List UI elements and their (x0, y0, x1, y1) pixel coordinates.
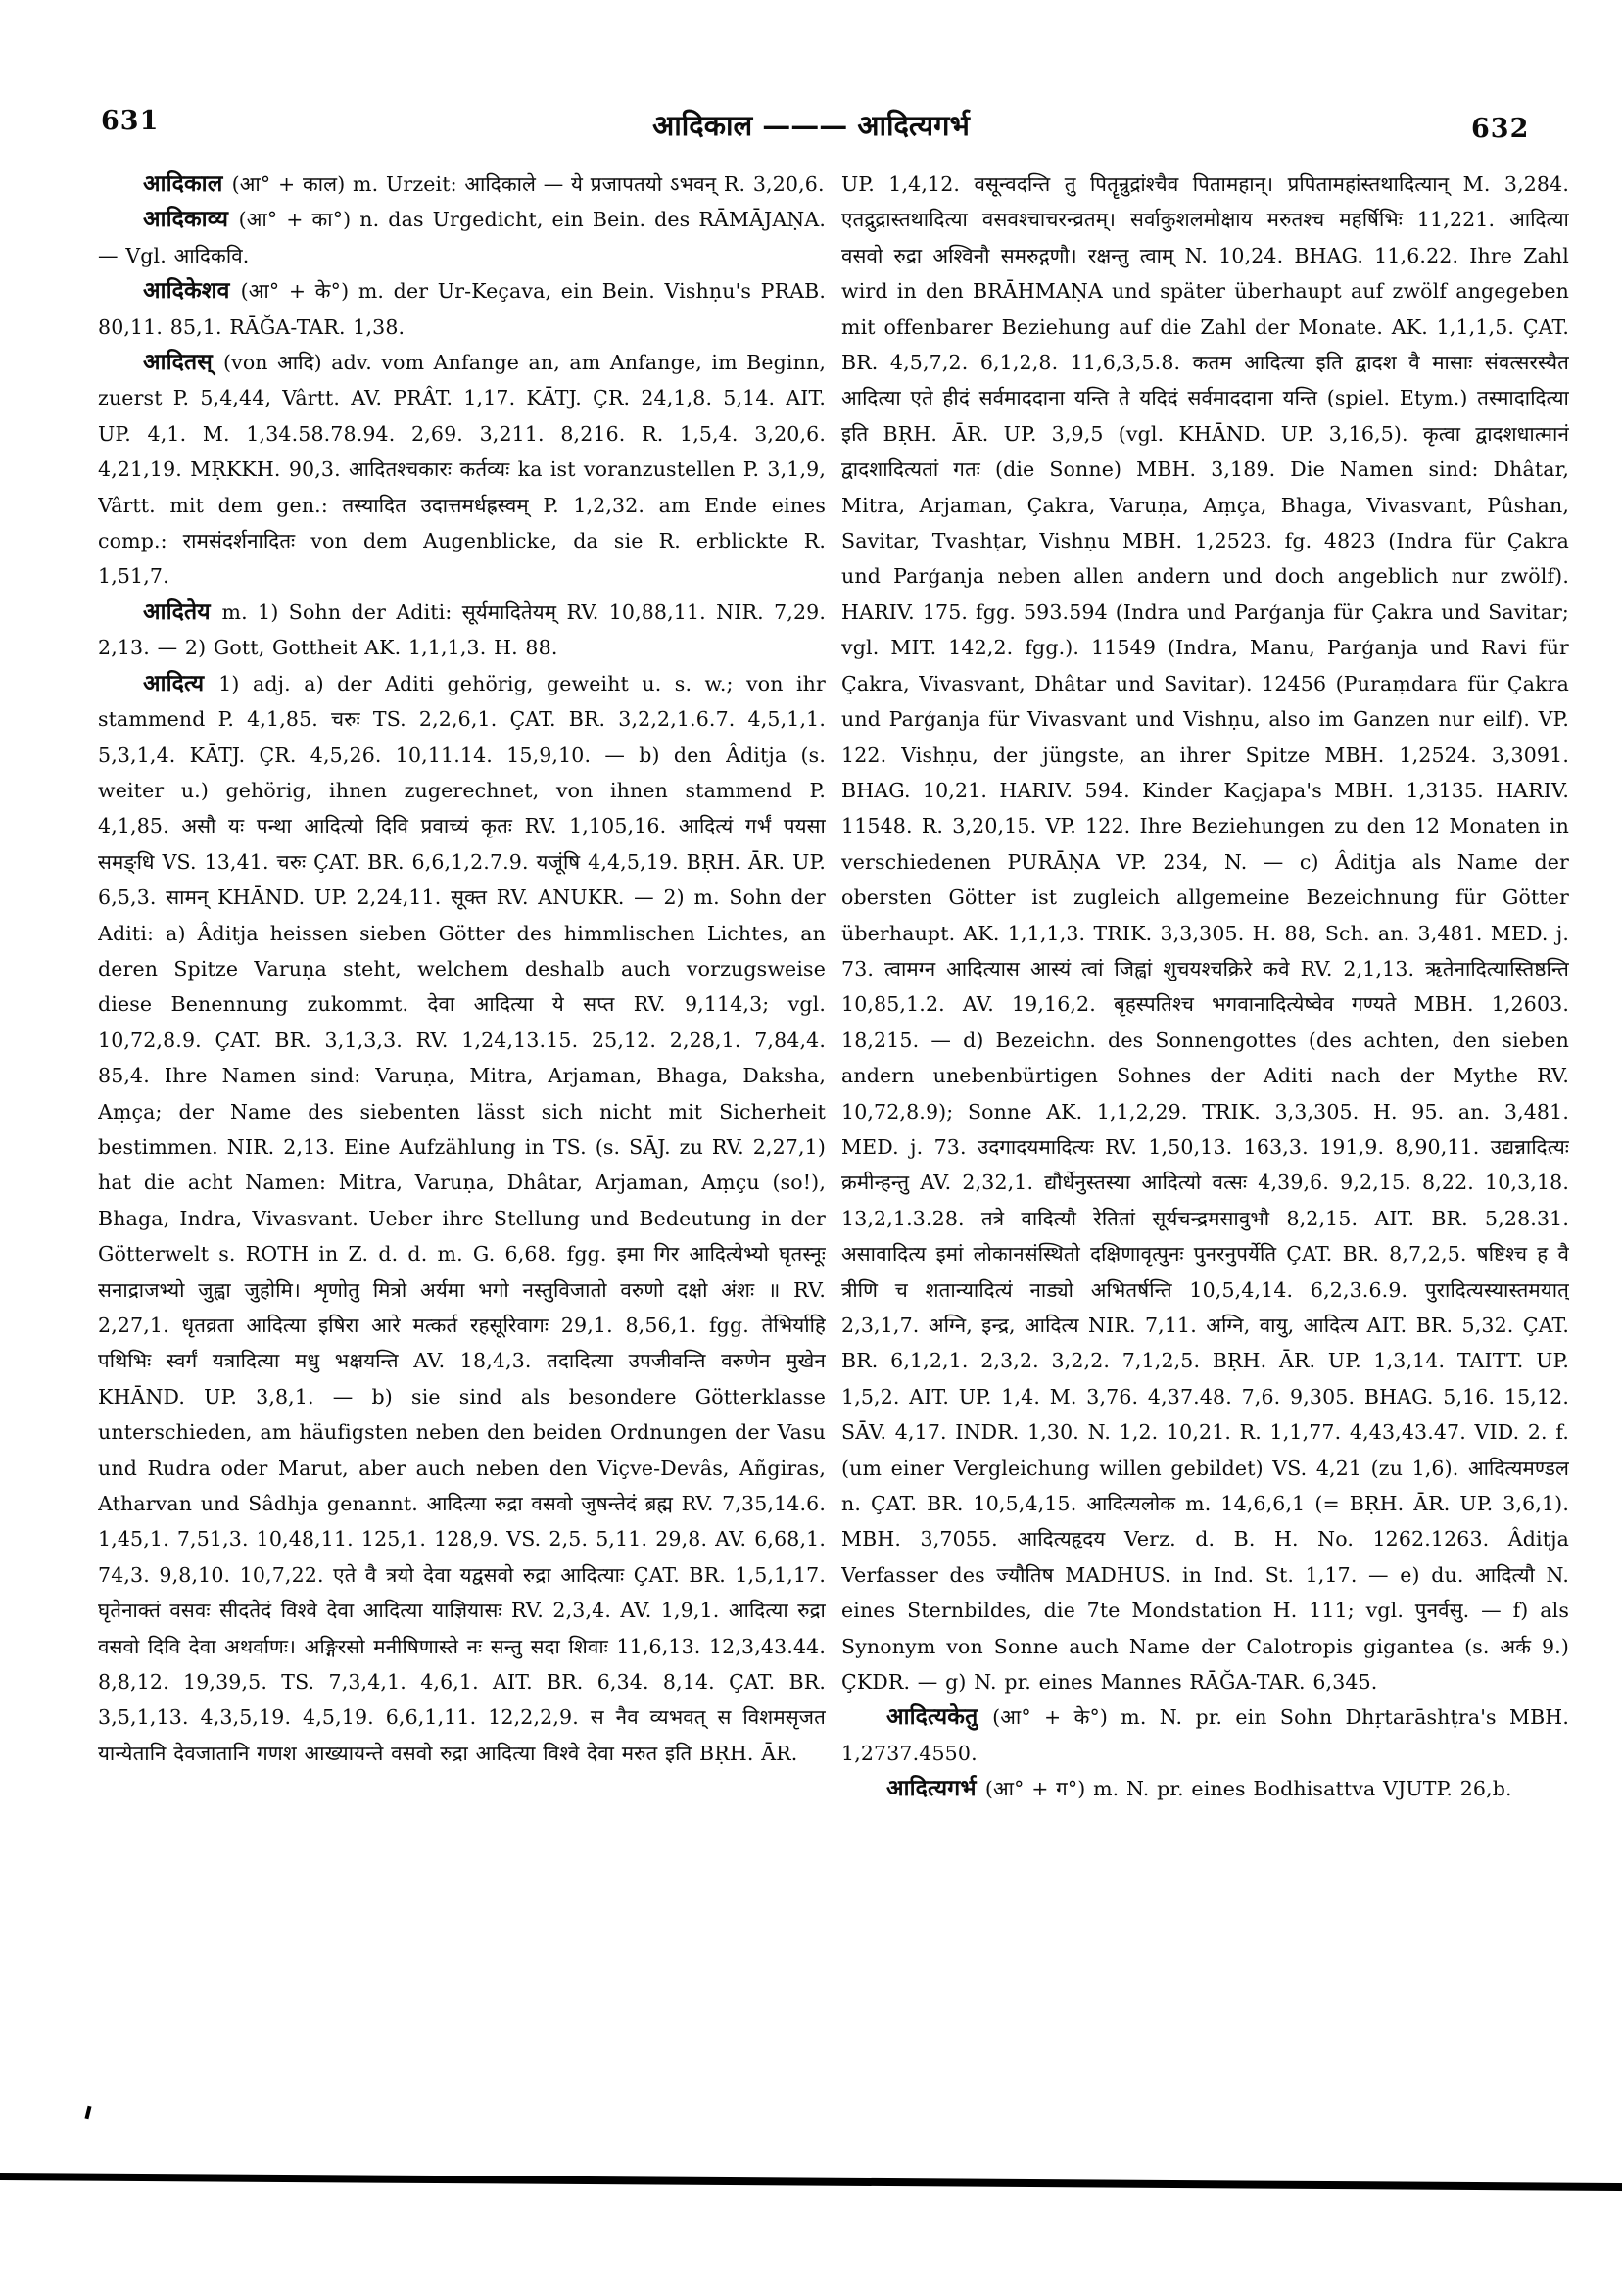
page-number-right: 632 (1471, 114, 1530, 144)
left-column (98, 167, 826, 2072)
page-header (0, 106, 1622, 153)
dictionary-entry: आदिकाव्य (आ° + का°) n. das Urgedicht, ein Bein. des RĀMĀJAṆA. — Vgl. आदिकवि. (98, 206, 826, 267)
entry-headword: आदिकाल (143, 170, 232, 197)
page-number-left: 631 (101, 106, 160, 136)
text-columns (98, 167, 1569, 2072)
entry-continuation: UP. 1,4,12. वसून्वदन्ति तु पितॄन्रुद्रांश्चैव पितामहान्। प्रपितामहांस्तथादित्यान् M. 3,284. एतद्रुद्रास्तथादित्या वसवश्चाचरन्व्रतम्। सर्वाकुशलमोक्षाय मरुतश्च महर्षिभिः 11,221. आदित्या वसवो रुद्रा अश्विनौ समरुद्गणौ। रक्षन्तु त्वाम् N. 10,24. BHAG. 11,6.22. Ihre Zahl wird in den BRĀHMAṆA und später überhaupt auf zwölf angegeben mit offenbarer Beziehung auf die Zahl der Monate. AK. 1,1,1,5. ÇAT. BR. 4,5,7,2. 6,1,2,8. 11,6,3,5.8. कतम आदित्या इति द्वादश वै मासाः संवत्सरस्यैत आदित्या एते हीदं सर्वमाददाना यन्ति ते यदिदं सर्वमाददाना यन्ति (spiel. Etym.) तस्मादादित्या इति BṚH. ĀR. UP. 3,9,5 (vgl. KHĀND. UP. 3,16,5). कृत्वा द्वादशधात्मानं द्वादशादित्यतां गतः (die Sonne) MBH. 3,189. Die Namen sind: Dhâtar, Mitra, Arjaman, Çakra, Varuṇa, Aṃça, Bhaga, Vivasvant, Pûshan, Savitar, Tvashṭar, Vishṇu MBH. 1,2523. fg. 4823 (Indra für Çakra und Parģanja neben allen andern und doch angeblich nur zwölf). HARIV. 175. fgg. 593.594 (Indra und Parģanja für Çakra und Savitar; vgl. MIT. 142,2. fgg.). 11549 (Indra, Manu, Parģanja und Ravi für Çakra, Vivasvant, Dhâtar und Savitar). 12456 (Puraṃdara für Çakra und Parģanja für Vivasvant und Vishṇu, also im Ganzen nur eilf). VP. 122. Vishṇu, der jüngste, an ihrer Spitze MBH. 1,2524. 3,3091. BHAG. 10,21. HARIV. 594. Kinder Kaçjapa's MBH. 1,3135. HARIV. 11548. R. 3,20,15. VP. 122. Ihre Beziehungen zu den 12 Monaten in verschiedenen PURĀṆA VP. 234, N. — c) Âditja als Name der obersten Götter ist zugleich allgemeine Bezeichnung für Götter überhaupt. AK. 1,1,1,3. TRIK. 3,3,305. H. 88, Sch. an. 3,481. MED. j. 73. त्वामग्न आदित्यास आस्यं त्वां जिह्वां शुचयश्चक्रिरे कवे RV. 2,1,13. ऋतेनादित्यास्तिष्ठन्ति 10,85,1.2. AV. 19,16,2. बृहस्पतिश्च भगवानादित्येष्वेव गण्यते MBH. 1,2603. 18,215. — d) Bezeichn. des Sonnengottes (des achten, den sieben andern unebenbürtigen Sohnes der Aditi nach der Mythe RV. 10,72,8.9); Sonne AK. 1,1,2,29. TRIK. 3,3,305. H. 95. an. 3,481. MED. j. 73. उदगादयमादित्यः RV. 1,50,13. 163,3. 191,9. 8,90,11. उद्यन्नादित्यः क्रमीन्हन्तु AV. 2,32,1. द्यौर्धेनुस्तस्या आदित्यो वत्सः 4,39,6. 9,2,15. 8,22. 10,3,18. 13,2,1.3.28. तत्रे वादित्यौ रेतितां सूर्यचन्द्रमसावुभौ 8,2,15. AIT. BR. 5,28.31. असावादित्य इमां लोकानसंस्थितो दक्षिणावृत्पुनः पुनरनुपर्येति ÇAT. BR. 8,7,2,5. षष्टिश्च ह वै त्रीणि च शतान्यादित्यं नाड्यो अभितर्षन्ति 10,5,4,14. 6,2,3.6.9. पुरादित्यस्यास्तमयात् 2,3,1,7. अग्नि, इन्द्र, आदित्य NIR. 7,11. अग्नि, वायु, आदित्य AIT. BR. 5,32. ÇAT. BR. 6,1,2,1. 2,3,2. 3,2,2. 7,1,2,5. BṚH. ĀR. UP. 1,3,14. TAITT. UP. 1,5,2. AIT. UP. 1,4. M. 3,76. 4,37.48. 7,6. 9,305. BHAG. 5,16. 15,12. SĀV. 4,17. INDR. 1,30. N. 1,2. 10,21. R. 1,1,77. 4,43,43.47. VID. 2. f. (um einer Vergleichung willen gebildet) VS. 4,21 (zu 1,6). आदित्यमण्डल n. ÇAT. BR. 10,5,4,15. आदित्यलोक m. 14,6,6,1 (= BṚH. ĀR. UP. 3,6,1). MBH. 3,7055. आदित्यहृदय Verz. d. B. H. No. 1262.1263. Âditja Verfasser des ज्यौतिष MADHUS. in Ind. St. 1,17. — e) du. आदित्यौ N. eines Sternbildes, die 7te Mondstation H. 111; vgl. पुनर्वसु. — f) als Synonym von Sonne auch Name der Calotropis gigantea (s. अर्क 9.) ÇKDR. — g) N. pr. eines Mannes RĀĞA-TAR. 6,345. (841, 172, 1569, 1695)
dictionary-entry: आदित्य 1) adj. a) der Aditi gehörig, geweiht u. s. w.; von ihr stammend P. 4,1,85. चरुः TS. 2,2,6,1. ÇAT. BR. 3,2,2,1.6.7. 4,5,1,1. 5,3,1,4. KĀTJ. ÇR. 4,5,26. 10,11.14. 15,9,10. — b) den Âditja (s. weiter u.) gehörig, ihnen zugerechnet, von ihnen stammend P. 4,1,85. असौ यः पन्था आदित्यो दिवि प्रवाच्यं कृतः RV. 1,105,16. आदित्यं गर्भं पयसा समङ्धि VS. 13,41. चरुः ÇAT. BR. 6,6,1,2.7.9. यजूंषि 4,4,5,19. BṚH. ĀR. UP. 6,5,3. सामन् KHĀND. UP. 2,24,11. सूक्त RV. ANUKR. — 2) m. Sohn der Aditi: a) Âditja heissen sieben Götter des himmlischen Lichtes, an deren Spitze Varuṇa steht, welchem deshalb auch vorzugsweise diese Benennung zukommt. देवा आदित्या ये सप्त RV. 9,114,3; vgl. 10,72,8.9. ÇAT. BR. 3,1,3,3. RV. 1,24,13.15. 25,12. 2,28,1. 7,84,4. 85,4. Ihre Namen sind: Varuṇa, Mitra, Arjaman, Bhaga, Daksha, Aṃça; der Name des siebenten lässt sich nicht mit Sicherheit bestimmen. NIR. 2,13. Eine Aufzählung in TS. (s. SĀJ. zu RV. 2,27,1) hat die acht Namen: Mitra, Varuṇa, Dhâtar, Arjaman, Aṃçu (so!), Bhaga, Indra, Vivasvant. Ueber ihre Stellung und Bedeutung in der Götterwelt s. ROTH in Z. d. d. m. G. 6,68. fgg. इमा गिर आदित्येभ्यो घृतस्नूः सनाद्राजभ्यो जुह्वा जुहोमि। शृणोतु मित्रो अर्यमा भगो नस्तुविजातो वरुणो दक्षो अंशः ॥ RV. 2,27,1. धृतव्रता आदित्या इषिरा आरे मत्कर्त रहसूरिवागः 29,1. 8,56,1. fgg. तेभिर्याहि पथिभिः स्वर्गं यत्रादित्या मधु भक्षयन्ति AV. 18,4,3. तदादित्या उपजीवन्ति वरुणेन मुखेन KHĀND. UP. 3,8,1. — b) sie sind als besondere Götterklasse unterschieden, am häufigsten neben den beiden Ordnungen der Vasu und Rudra oder Marut, aber auch neben den Viçve-Devâs, Añgiras, Atharvan und Sâdhja genannt. आदित्या रुद्रा वसवो जुषन्तेदं ब्रह्म RV. 7,35,14.6. 1,45,1. 7,51,3. 10,48,11. 125,1. 128,9. VS. 2,5. 5,11. 29,8. AV. 6,68,1. 74,3. 9,8,10. 10,7,22. एते वै त्रयो देवा यद्वसवो रुद्रा आदित्याः ÇAT. BR. 1,5,1,17. घृतेनाक्तं वसवः सीदतेदं विश्वे देवा आदित्या याज्ञियासः RV. 2,3,4. AV. 1,9,1. आदित्या रुद्रा वसवो दिवि देवा अथर्वाणः। अङ्गिरसो मनीषिणास्ते नः सन्तु सदा शिवाः 11,6,13. 12,3,43.44. 8,8,12. 19,39,5. TS. 7,3,4,1. 4,6,1. AIT. BR. 6,34. 8,14. ÇAT. BR. 3,5,1,13. 4,3,5,19. 4,5,19. 6,6,1,11. 12,2,2,9. स नैव व्यभवत् स विशमसृजत यान्येतानि देवजातानि गणश आख्यायन्ते वसवो रुद्रा आदित्या विश्वे देवा मरुत इति BṚH. ĀR. (98, 669, 826, 1765)
entry-headword: आदित्यगर्भ (886, 1775, 985, 1802)
dictionary-entry: आदित्यगर्भ (आ° + ग°) m. N. pr. eines Bodhisattva VJUTP. 26,b. (886, 1775, 1512, 1802)
entry-headword: आदितेय (143, 598, 222, 625)
entry-headword: आदित्य (143, 669, 219, 696)
entry-headword: आदित्यकेतु (886, 1703, 993, 1731)
dictionary-entry: आदितस् (von आदि) adv. vom Anfange an, am Anfange, im Beginn, zuerst P. 5,4,44, Vârtt. AV. PRÂT. 1,17. KĀTJ. ÇR. 24,1,8. 5,14. AIT. UP. 4,1. M. 1,34.58.78.94. 2,69. 3,211. 8,216. R. 1,5,4. 3,20,6. 4,21,19. MṚKKH. 90,3. आदितश्चकारः कर्तव्यः ka ist voranzustellen P. 3,1,9, Vârtt. mit dem gen.: तस्यादित उदात्तमर्धह्रस्वम् P. 1,2,32. am Ende eines comp.: रामसंदर्शनादितः von dem Augenblicke, da sie R. erblickte R. 1,51,7. (98, 349, 826, 589)
dictionary-entry: आदिकेशव (आ° + के°) m. der Ur-Keçava, ein Bein. Vishṇu's PRAB. 80,11. 85,1. RĀĞA-TAR. 1,38. (98, 277, 826, 339)
running-head: आदिकाल ——— आदित्यगर्भ (652, 109, 970, 142)
entry-headword: आदिकेशव (143, 277, 241, 305)
dictionary-entry: आदित्यकेतु (आ° + के°) m. N. pr. ein Sohn Dhṛtarāshṭra's MBH. 1,2737.4550. (841, 1703, 1569, 1765)
ink-speck (84, 2106, 91, 2120)
dictionary-entry: आदितेय m. 1) Sohn der Aditi: सूर्यमादितेयम् RV. 10,88,11. NIR. 7,29. 2,13. — 2) Gott, Gottheit AK. 1,1,1,3. H. 88. (98, 598, 826, 660)
right-column (841, 167, 1569, 2072)
entry-headword: आदिकाव्य (143, 206, 239, 233)
entry-headword: आदितस् (143, 349, 223, 376)
dictionary-entry: आदिकाल (आ° + काल) m. Urzeit: आदिकाले — ये प्रजापतयो ऽभवन् R. 3,20,6. (143, 170, 825, 197)
scan-artifact-line (0, 2173, 1622, 2191)
